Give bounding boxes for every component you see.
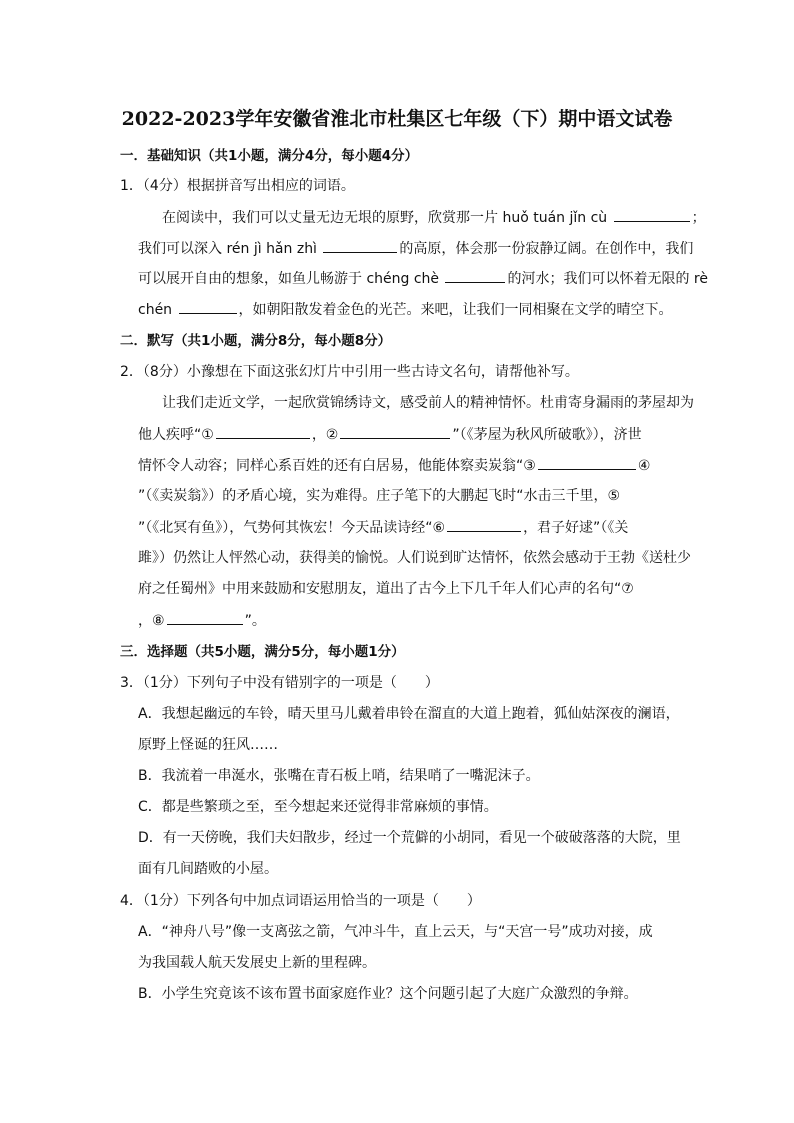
q1-line-2 bbox=[138, 238, 693, 259]
q2-para-line-3 bbox=[138, 455, 650, 476]
q2-line-2-b: ，② bbox=[311, 427, 339, 443]
q1-line-4 bbox=[138, 299, 673, 320]
q1-line-4-a: chén bbox=[138, 302, 173, 318]
question-1-label: 1．（4分）根据拼音写出相应的词语。 bbox=[120, 178, 355, 194]
q1-line-1-text: 在阅读中，我们可以丈量无边无垠的原野，欣赏那一片 huǒ tuán jǐn cù bbox=[162, 210, 608, 226]
q2-para-line-1: 让我们走近文学，一起欣赏锦绣诗文，感受前人的精神情怀。杜甫寄身漏雨的茅屋却为 bbox=[162, 395, 694, 411]
question-2-label: 2．（8分）小豫想在下面这张幻灯片中引用一些古诗文名句，请帮他补写。 bbox=[120, 364, 579, 380]
q4-option-b[interactable]: B．小学生究竟该不该布置书面家庭作业？这个问题引起了大庭广众激烈的争辩。 bbox=[138, 986, 638, 1002]
answer-blank-poem-2[interactable] bbox=[340, 424, 450, 439]
q3-option-d-line-2: 面有几间踏败的小屋。 bbox=[138, 861, 278, 877]
q1-line-1-end: ； bbox=[691, 210, 706, 226]
q2-para-line-7: 府之任蜀州》中用来鼓励和安慰朋友，道出了古今上下几千年人们心声的名句“⑦ bbox=[138, 581, 634, 597]
q2-para-line-8 bbox=[138, 610, 266, 631]
q2-line-2-c: ”（《茅屋为秋风所破歌》），济世 bbox=[452, 427, 642, 443]
q4-option-a-line-1[interactable]: A．“神舟八号”像一支离弦之箭，气冲斗牛，直上云天，与“天宫一号”成功对接，成 bbox=[138, 924, 653, 940]
q2-line-3-b: ④ bbox=[637, 458, 651, 474]
section-heading-1: 一．基础知识（共1小题，满分4分，每小题4分） bbox=[120, 148, 419, 164]
q1-line-3-b: 的河水；我们可以怀着无限的 rè bbox=[507, 271, 708, 287]
q3-option-b[interactable]: B．我流着一串涎水，张嘴在青石板上哨，结果哨了一嘴泥沫子。 bbox=[138, 768, 540, 784]
answer-blank-poem-6[interactable] bbox=[447, 517, 521, 532]
answer-blank-2[interactable] bbox=[323, 238, 397, 253]
q2-line-8-b: ”。 bbox=[244, 613, 266, 629]
exam-title: 2022-2023学年安徽省淮北市杜集区七年级（下）期中语文试卷 bbox=[121, 108, 673, 130]
question-3-label: 3．（1分）下列句子中没有错别字的一项是（ ） bbox=[120, 675, 439, 691]
answer-blank-4[interactable] bbox=[179, 299, 237, 314]
q2-para-line-5 bbox=[138, 517, 628, 538]
q3-option-c[interactable]: C．都是些繁琐之至，至今想起来还觉得非常麻烦的事情。 bbox=[138, 799, 498, 815]
q1-line-3 bbox=[138, 268, 708, 289]
answer-blank-poem-8[interactable] bbox=[167, 610, 243, 625]
q2-line-3-a: 情怀令人动容；同样心系百姓的还有白居易，他能体察卖炭翁“③ bbox=[138, 458, 536, 474]
q1-line-2-b: 的高原，体会那一份寂静辽阔。在创作中，我们 bbox=[399, 241, 694, 257]
q2-line-5-b: ，君子好逑”（《关 bbox=[523, 520, 629, 536]
q1-line-4-b: ，如朝阳散发着金色的光芒。来吧，让我们一同相聚在文学的晴空下。 bbox=[238, 302, 673, 318]
q1-line-1 bbox=[162, 207, 706, 228]
answer-blank-poem-3[interactable] bbox=[538, 455, 636, 470]
q1-line-3-a: 可以展开自由的想象，如鱼儿畅游于 chéng chè bbox=[138, 271, 440, 287]
q2-para-line-4: ”（《卖炭翁》）的矛盾心境，实为难得。庄子笔下的大鹏起飞时“水击三千里，⑤ bbox=[138, 488, 621, 504]
answer-blank-3[interactable] bbox=[445, 268, 505, 283]
answer-blank-1[interactable] bbox=[614, 207, 690, 222]
q2-para-line-6: 雎》）仍然让人怦然心动，获得美的愉悦。人们说到旷达情怀，依然会感动于王勃《送杜少 bbox=[138, 550, 691, 566]
q2-line-8-a: ，⑧ bbox=[138, 613, 165, 629]
question-4-label: 4．（1分）下列各句中加点词语运用恰当的一项是（ ） bbox=[120, 893, 481, 909]
answer-blank-poem-1[interactable] bbox=[216, 424, 310, 439]
q2-para-line-2 bbox=[138, 424, 642, 445]
section-heading-2: 二．默写（共1小题，满分8分，每小题8分） bbox=[120, 333, 392, 349]
section-heading-3: 三．选择题（共5小题，满分5分，每小题1分） bbox=[120, 644, 405, 660]
q3-option-a-line-2: 原野上怪诞的狂风…… bbox=[138, 737, 278, 753]
q2-line-2-a: 他人疾呼“① bbox=[138, 427, 214, 443]
q3-option-d-line-1[interactable]: D．有一天傍晚，我们夫妇散步，经过一个荒僻的小胡同，看见一个破破落落的大院，里 bbox=[138, 830, 681, 846]
q4-option-a-line-2: 为我国载人航天发展史上新的里程碑。 bbox=[138, 955, 376, 971]
q3-option-a-line-1[interactable]: A．我想起幽远的车铃，晴天里马儿戴着串铃在溜直的大道上跑着，狐仙姑深夜的澜语， bbox=[138, 706, 680, 722]
q1-line-2-a: 我们可以深入 rén jì hǎn zhì bbox=[138, 241, 317, 257]
q2-line-5-a: ”（《北冥有鱼》），气势何其恢宏！今天品读诗经“⑥ bbox=[138, 520, 446, 536]
